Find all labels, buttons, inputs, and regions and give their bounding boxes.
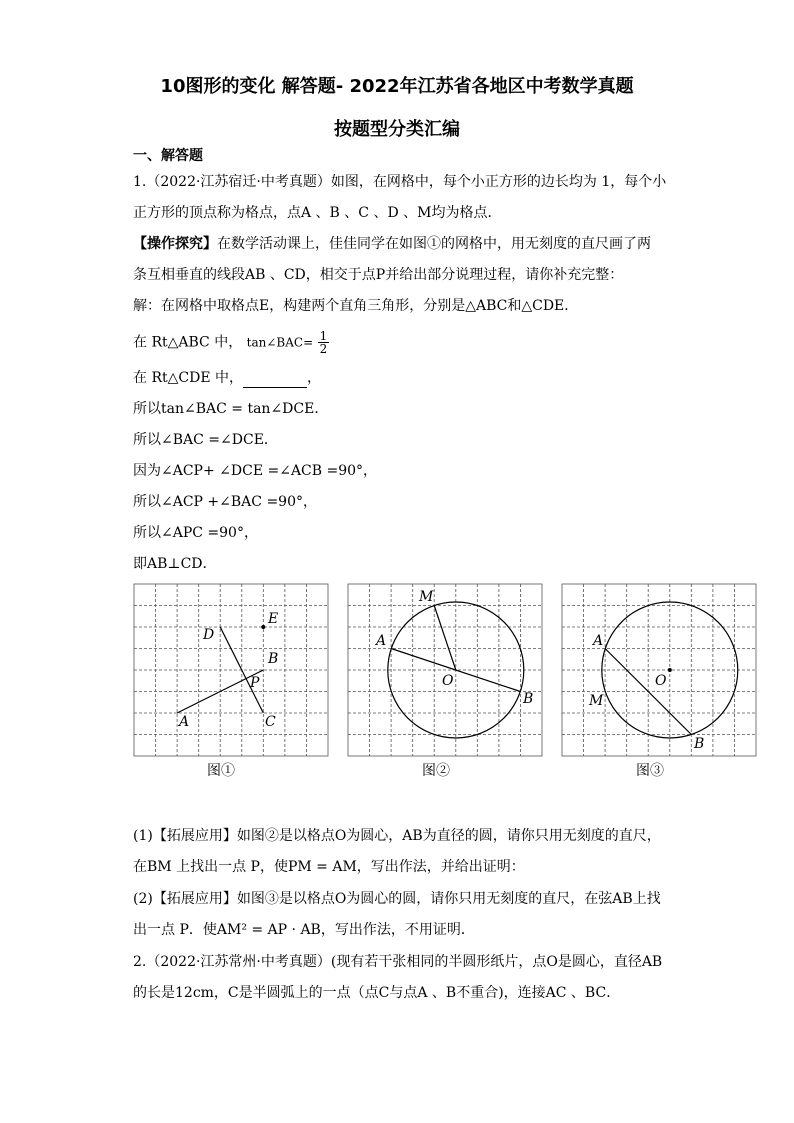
sub2-line-1: (2)【拓展应用】如图③是以格点O为圆心的圆，请你只用无刻度的直尺，在弦AB上找 bbox=[133, 891, 661, 907]
figure-3-grid bbox=[561, 583, 757, 757]
label-a: A bbox=[179, 714, 190, 730]
label-p: P bbox=[250, 675, 260, 691]
q1-line-12: 所以∠APC =90°， bbox=[133, 525, 258, 541]
q1-line-6 bbox=[133, 330, 329, 355]
q1-line-9: 所以∠BAC =∠DCE． bbox=[133, 432, 278, 448]
label-d: D bbox=[203, 627, 215, 643]
q1-line-7-suffix: ， bbox=[307, 370, 321, 386]
q1-line-2: 正方形的顶点称为格点，点A 、B 、C 、D 、M均为格点． bbox=[133, 205, 502, 221]
q1-line-3-text: 在数学活动课上，佳佳同学在如图①的网格中，用无刻度的直尺画了两 bbox=[217, 236, 651, 252]
q1-line-1: 1.（2022·江苏宿迁·中考真题）如图，在网格中，每个小正方形的边长均为 1，每个小 bbox=[133, 174, 667, 190]
title-line-2: 按题型分类汇编 bbox=[334, 119, 460, 140]
q1-line-13: 即AB⊥CD． bbox=[133, 556, 217, 572]
label-e: E bbox=[268, 611, 279, 627]
label-b: B bbox=[268, 651, 279, 667]
fraction-one-half bbox=[318, 330, 330, 355]
figure-2-caption: 图② bbox=[422, 763, 450, 779]
q2-line-2: 的长是12cm，C是半圆弧上的一点（点C与点A 、B不重合)，连接AC 、BC． bbox=[133, 985, 621, 1001]
q1-line-6-prefix: 在 Rt△ABC 中， bbox=[133, 334, 243, 351]
grid-lines bbox=[348, 584, 542, 756]
grid-lines bbox=[134, 584, 328, 756]
q1-line-4: 条互相垂直的线段AB 、CD，相交于点P并给出部分说理过程，请你补充完整： bbox=[133, 267, 624, 283]
sub1-line-2: 在BM 上找出一点 P，使PM = AM，写出作法，并给出证明： bbox=[133, 859, 525, 875]
segment-om bbox=[434, 606, 456, 671]
fraction-denominator: 2 bbox=[319, 342, 328, 356]
label-b: B bbox=[694, 736, 705, 752]
figure-3-caption: 图③ bbox=[636, 763, 664, 779]
q1-line-8: 所以tan∠BAC = tan∠DCE． bbox=[133, 401, 329, 417]
label-a: A bbox=[376, 633, 387, 649]
q1-line-3 bbox=[133, 234, 651, 254]
sub2-line-2: 出一点 P．使AM² = AP · AB，写出作法，不用证明． bbox=[133, 922, 475, 938]
label-o: O bbox=[655, 673, 667, 689]
point-o bbox=[668, 668, 672, 672]
figure-1-grid bbox=[133, 583, 329, 757]
fraction-numerator: 1 bbox=[319, 329, 328, 343]
point-e bbox=[261, 625, 265, 629]
label-m: M bbox=[589, 693, 604, 709]
label-b: B bbox=[523, 691, 534, 707]
q1-line-7 bbox=[133, 368, 321, 388]
label-o: O bbox=[442, 673, 454, 689]
label-c: C bbox=[265, 714, 276, 730]
title-line-1: 10图形的变化 解答题- 2022年江苏省各地区中考数学真题 bbox=[160, 76, 634, 97]
q2-line-1: 2.（2022·江苏常州·中考真题）(现有若干张相同的半圆形纸片，点O是圆心，直径AB bbox=[133, 954, 663, 970]
tan-expression: tan∠BAC= bbox=[246, 335, 314, 350]
grid-lines bbox=[562, 584, 756, 756]
q1-line-10: 因为∠ACP+ ∠DCE =∠ACB =90°， bbox=[133, 463, 378, 479]
label-m: M bbox=[419, 589, 434, 605]
sub1-line-1: (1)【拓展应用】如图②是以格点O为圆心，AB为直径的圆，请你只用无刻度的直尺， bbox=[133, 828, 661, 844]
answer-blank[interactable] bbox=[243, 373, 307, 388]
figure-2-grid bbox=[347, 583, 543, 757]
q1-line-7-prefix: 在 Rt△CDE 中， bbox=[133, 370, 243, 386]
q1-line-11: 所以∠ACP +∠BAC =90°， bbox=[133, 494, 317, 510]
operation-tag: 【操作探究】 bbox=[133, 236, 217, 252]
q1-line-5: 解：在网格中取格点E，构建两个直角三角形，分别是△ABC和△CDE． bbox=[133, 298, 579, 314]
label-a: A bbox=[593, 633, 604, 649]
figure-1-caption: 图① bbox=[207, 763, 235, 779]
section-heading: 一、解答题 bbox=[133, 148, 203, 164]
